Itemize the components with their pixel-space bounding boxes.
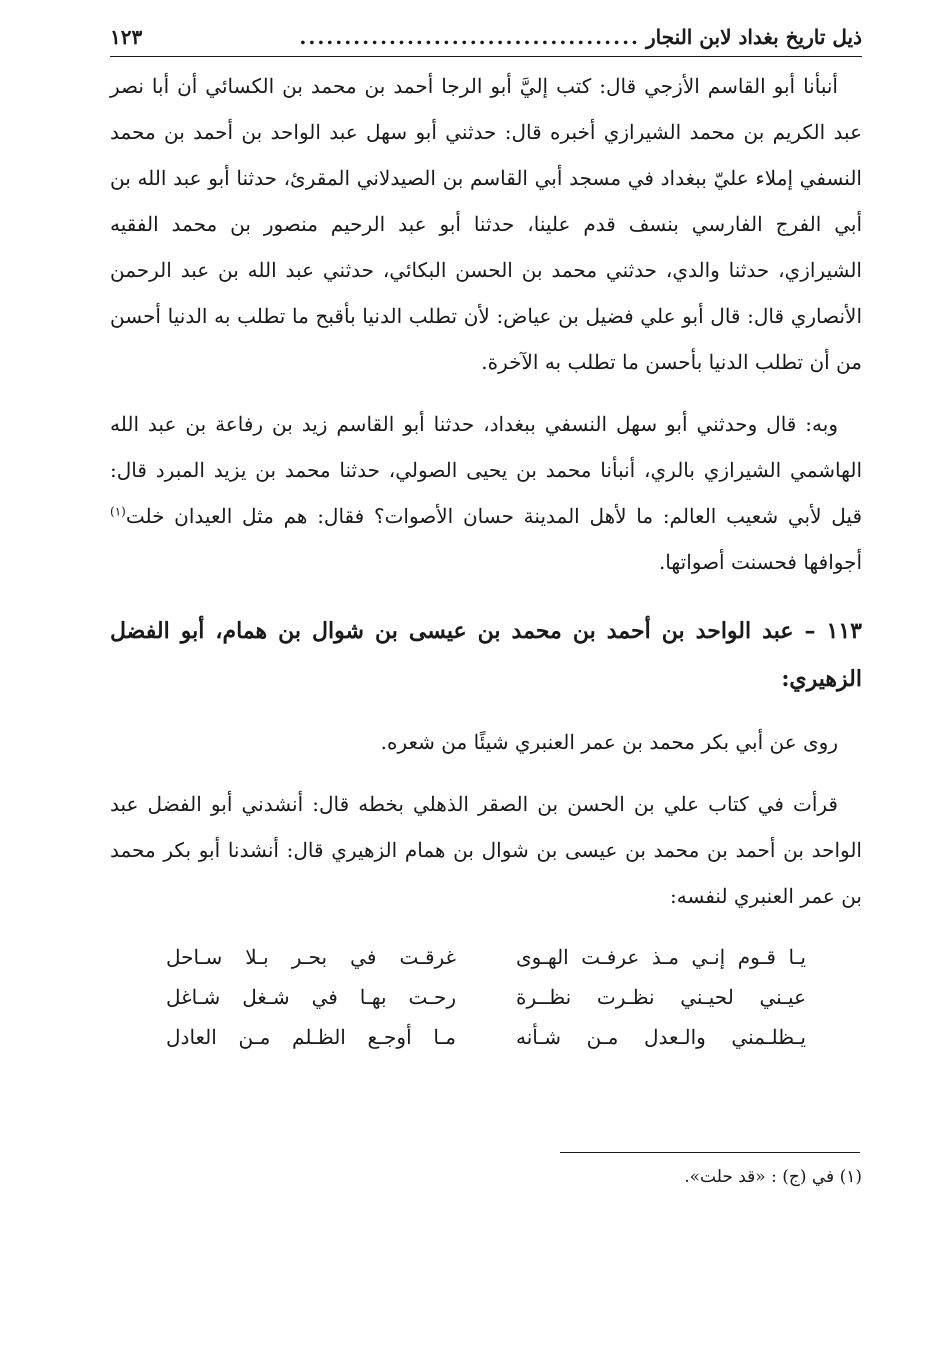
poem-first-hemistich: عيـني لحيـني نظـرت نظــرة <box>516 985 806 1009</box>
poem-first-hemistich: يـظلـمني والـعدل مـن شـأنه <box>516 1025 806 1049</box>
poem-verse <box>166 937 806 977</box>
book-page <box>110 22 862 1057</box>
paragraph-mubarrad-text: وبه: قال وحدثني أبو سهل النسفي ببغداد، حدثنا أبو القاسم زيد بن رفاعة بن عبد الله الهاشمي الشيرازي بالري، أنبأنا محمد بن يحيى الصولي، حدثنا محمد بن يزيد المبرد قال: قيل لأبي شعيب العالم: ما لأهل المدينة حسان الأصوات؟ فقال: هم مثل العيدان خلت <box>110 412 863 528</box>
poem-verse <box>166 1017 806 1057</box>
poem-first-hemistich: يـا قـوم إنـي مـذ عرفـت الهـوى <box>516 945 806 969</box>
paragraph-fudayl: أنبأنا أبو القاسم الأزجي قال: كتب إليَّ أبو الرجا أحمد بن محمد بن الكسائي أن أبا نصر عبد الكريم بن محمد الشيرازي أخبره قال: حدثني أبو سهل عبد الواحد بن أحمد بن محمد النسفي إملاء عليّ ببغداد في مسجد أبي القاسم بن الصيدلاني المقرئ، حدثنا أبو عبد الله بن أبي الفرج الفارسي بنسف قدم علينا، حدثنا أبو عبد الرحيم منصور بن محمد الفقيه الشيرازي، حدثنا والدي، حدثني محمد بن الحسن البكائي، حدثني عبد الله بن عبد الرحمن الأنصاري قال: قال أبو علي فضيل بن عياض: لأن تطلب الدنيا بأقبح ما تطلب به الدنيا أحسن من أن تطلب الدنيا بأحسن ما تطلب به الآخرة. <box>110 74 862 374</box>
page-number: ١٢٣ <box>110 25 143 49</box>
entry-quote-intro: قرأت في كتاب علي بن الحسن بن الصقر الذهلي بخطه قال: أنشدني أبو الفضل عبد الواحد بن أحمد بن محمد بن عيسى بن شوال بن همام الزهيري قال: أنشدنا أبو بكر محمد بن عمر العنبري لنفسه: <box>110 792 862 908</box>
footnote-rule <box>560 1152 860 1153</box>
spacer <box>110 765 862 781</box>
poem <box>166 937 806 1057</box>
poem-second-hemistich: رحـت بهـا في شـغل شـاغل <box>166 985 456 1009</box>
book-title: ذيل تاريخ بغداد لابن النجار <box>646 25 862 49</box>
paragraph-mubarrad <box>110 401 862 585</box>
entry-narration: روى عن أبي بكر محمد بن عمر العنبري شيئًا من شعره. <box>380 730 838 754</box>
spacer <box>110 703 862 719</box>
running-head <box>110 22 862 54</box>
entry-heading: ١١٣ – عبد الواحد بن أحمد بن محمد بن عيسى بن شوال بن همام، أبو الفضل الزهيري: <box>110 618 862 692</box>
header-rule <box>110 56 862 57</box>
spacer <box>110 585 862 607</box>
poem-second-hemistich: مـا أوجـع الظـلم مـن العادل <box>166 1025 456 1049</box>
poem-verse <box>166 977 806 1017</box>
spacer <box>110 385 862 401</box>
footnote-marker: (١) <box>110 504 126 519</box>
poem-second-hemistich: غرقـت في بحـر بـلا سـاحل <box>166 945 456 969</box>
paragraph-mubarrad-end: أجوافها فحسنت أصواتها. <box>658 550 862 574</box>
leader-dots: ...................................... <box>299 25 640 49</box>
footnote: (١) في (ج) : «قد حلت». <box>684 1167 862 1187</box>
